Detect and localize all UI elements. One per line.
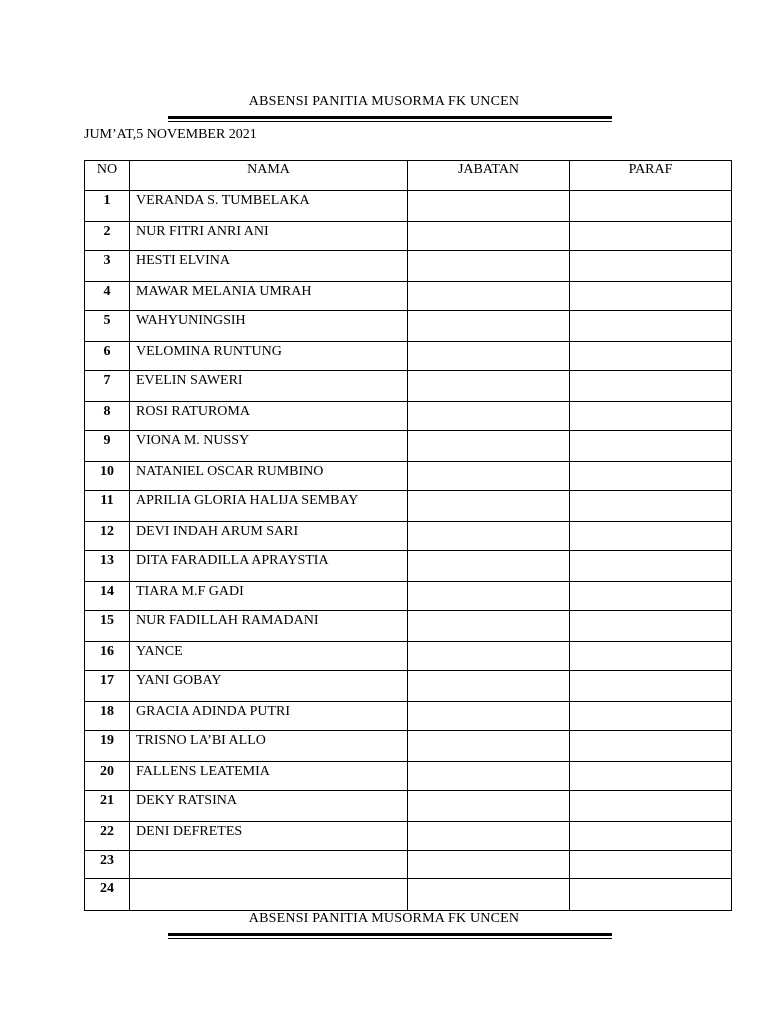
title-underline-thick: [168, 116, 612, 119]
table-row: [85, 702, 732, 731]
position-cell: [408, 611, 570, 642]
footer-title: ABSENSI PANITIA MUSORMA FK UNCEN: [248, 911, 520, 926]
position-cell: [408, 402, 570, 431]
row-number-cell: 16: [85, 642, 130, 671]
attendance-table-body: [85, 191, 732, 911]
name-cell: APRILIA GLORIA HALIJA SEMBAY: [130, 491, 408, 522]
name-cell: NUR FITRI ANRI ANI: [130, 222, 408, 251]
table-header-row: [85, 161, 732, 191]
table-row: [85, 671, 732, 702]
position-cell: [408, 762, 570, 791]
signature-cell: [570, 762, 732, 791]
position-cell: [408, 522, 570, 551]
signature-cell: [570, 851, 732, 879]
row-number-cell: 10: [85, 462, 130, 491]
position-cell: [408, 851, 570, 879]
position-cell: [408, 731, 570, 762]
position-cell: [408, 582, 570, 611]
table-row: [85, 342, 732, 371]
row-number-cell: 23: [85, 851, 130, 879]
name-cell: MAWAR MELANIA UMRAH: [130, 282, 408, 311]
signature-cell: [570, 879, 732, 911]
row-number-cell: 7: [85, 371, 130, 402]
column-header-no: NO: [85, 161, 130, 191]
column-header-jabatan: JABATAN: [408, 161, 570, 191]
signature-cell: [570, 462, 732, 491]
position-cell: [408, 282, 570, 311]
row-number-cell: 17: [85, 671, 130, 702]
table-row: [85, 311, 732, 342]
position-cell: [408, 671, 570, 702]
table-row: [85, 731, 732, 762]
position-cell: [408, 702, 570, 731]
position-cell: [408, 642, 570, 671]
table-row: [85, 642, 732, 671]
table-row: [85, 282, 732, 311]
signature-cell: [570, 251, 732, 282]
attendance-table: [84, 160, 732, 911]
signature-cell: [570, 671, 732, 702]
table-row: [85, 462, 732, 491]
title-underline-thin: [168, 121, 612, 122]
signature-cell: [570, 431, 732, 462]
name-cell: GRACIA ADINDA PUTRI: [130, 702, 408, 731]
row-number-cell: 18: [85, 702, 130, 731]
row-number-cell: 14: [85, 582, 130, 611]
name-cell: WAHYUNINGSIH: [130, 311, 408, 342]
table-row: [85, 431, 732, 462]
name-cell: VERANDA S. TUMBELAKA: [130, 191, 408, 222]
table-row: [85, 251, 732, 282]
name-cell: DITA FARADILLA APRAYSTIA: [130, 551, 408, 582]
row-number-cell: 13: [85, 551, 130, 582]
row-number-cell: 3: [85, 251, 130, 282]
position-cell: [408, 342, 570, 371]
table-row: [85, 491, 732, 522]
row-number-cell: 8: [85, 402, 130, 431]
row-number-cell: 4: [85, 282, 130, 311]
name-cell: FALLENS LEATEMIA: [130, 762, 408, 791]
signature-cell: [570, 282, 732, 311]
table-row: [85, 822, 732, 851]
signature-cell: [570, 611, 732, 642]
position-cell: [408, 371, 570, 402]
name-cell: DEKY RATSINA: [130, 791, 408, 822]
footer-underline-thick: [168, 933, 612, 936]
row-number-cell: 20: [85, 762, 130, 791]
footer-underline-thin: [168, 938, 612, 939]
signature-cell: [570, 582, 732, 611]
row-number-cell: 21: [85, 791, 130, 822]
signature-cell: [570, 191, 732, 222]
name-cell: VELOMINA RUNTUNG: [130, 342, 408, 371]
position-cell: [408, 791, 570, 822]
row-number-cell: 11: [85, 491, 130, 522]
signature-cell: [570, 731, 732, 762]
position-cell: [408, 431, 570, 462]
table-row: [85, 402, 732, 431]
signature-cell: [570, 791, 732, 822]
signature-cell: [570, 311, 732, 342]
name-cell: [130, 879, 408, 911]
position-cell: [408, 879, 570, 911]
name-cell: DENI DEFRETES: [130, 822, 408, 851]
position-cell: [408, 191, 570, 222]
column-header-paraf: PARAF: [570, 161, 732, 191]
row-number-cell: 9: [85, 431, 130, 462]
position-cell: [408, 222, 570, 251]
signature-cell: [570, 551, 732, 582]
signature-cell: [570, 222, 732, 251]
position-cell: [408, 551, 570, 582]
position-cell: [408, 462, 570, 491]
name-cell: HESTI ELVINA: [130, 251, 408, 282]
document-title: ABSENSI PANITIA MUSORMA FK UNCEN: [248, 94, 520, 109]
signature-cell: [570, 822, 732, 851]
table-row: [85, 371, 732, 402]
signature-cell: [570, 491, 732, 522]
name-cell: DEVI INDAH ARUM SARI: [130, 522, 408, 551]
table-row: [85, 851, 732, 879]
table-row: [85, 522, 732, 551]
signature-cell: [570, 522, 732, 551]
signature-cell: [570, 402, 732, 431]
name-cell: NATANIEL OSCAR RUMBINO: [130, 462, 408, 491]
name-cell: TRISNO LA’BI ALLO: [130, 731, 408, 762]
name-cell: YANI GOBAY: [130, 671, 408, 702]
document-date: JUM’AT,5 NOVEMBER 2021: [84, 127, 257, 142]
position-cell: [408, 251, 570, 282]
signature-cell: [570, 342, 732, 371]
name-cell: ROSI RATUROMA: [130, 402, 408, 431]
row-number-cell: 24: [85, 879, 130, 911]
table-row: [85, 791, 732, 822]
row-number-cell: 15: [85, 611, 130, 642]
row-number-cell: 22: [85, 822, 130, 851]
name-cell: [130, 851, 408, 879]
table-row: [85, 582, 732, 611]
row-number-cell: 5: [85, 311, 130, 342]
table-row: [85, 879, 732, 911]
name-cell: TIARA M.F GADI: [130, 582, 408, 611]
row-number-cell: 12: [85, 522, 130, 551]
position-cell: [408, 822, 570, 851]
name-cell: EVELIN SAWERI: [130, 371, 408, 402]
row-number-cell: 19: [85, 731, 130, 762]
signature-cell: [570, 642, 732, 671]
row-number-cell: 6: [85, 342, 130, 371]
position-cell: [408, 311, 570, 342]
row-number-cell: 1: [85, 191, 130, 222]
table-row: [85, 762, 732, 791]
row-number-cell: 2: [85, 222, 130, 251]
signature-cell: [570, 702, 732, 731]
table-row: [85, 222, 732, 251]
position-cell: [408, 491, 570, 522]
table-row: [85, 551, 732, 582]
column-header-nama: NAMA: [130, 161, 408, 191]
name-cell: YANCE: [130, 642, 408, 671]
name-cell: NUR FADILLAH RAMADANI: [130, 611, 408, 642]
table-row: [85, 611, 732, 642]
signature-cell: [570, 371, 732, 402]
table-row: [85, 191, 732, 222]
name-cell: VIONA M. NUSSY: [130, 431, 408, 462]
